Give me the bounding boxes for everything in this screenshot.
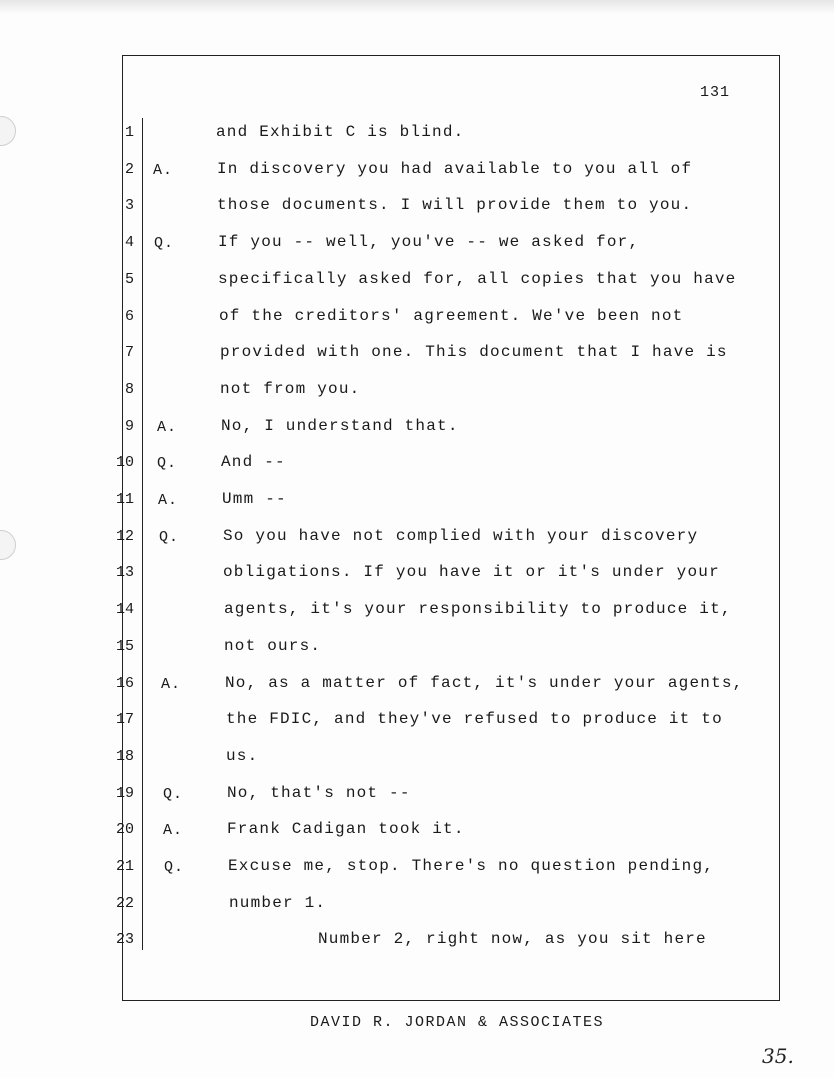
speaker-label: Q. — [159, 528, 180, 546]
line-number: 12 — [115, 527, 134, 545]
transcript-line-text: number 1. — [229, 893, 327, 912]
line-number: 8 — [124, 380, 134, 398]
line-number: 4 — [124, 234, 134, 252]
line-number: 21 — [115, 858, 134, 875]
transcript-line-text: No, as a matter of fact, it's under your agents, — [225, 673, 744, 692]
line-number: 9 — [124, 417, 134, 435]
speaker-label: A. — [161, 675, 182, 693]
transcript-line-text: Excuse me, stop. There's no question pending, — [228, 857, 715, 875]
line-number: 13 — [115, 564, 134, 582]
transcript-line-text: and Exhibit C is blind. — [216, 123, 465, 141]
scan-edge — [0, 0, 834, 14]
transcript-line-text: Umm -- — [222, 490, 287, 508]
transcript-line-text: If you -- well, you've -- we asked for, — [218, 233, 640, 252]
speaker-label: A. — [158, 492, 179, 509]
transcript-line-text: No, that's not -- — [227, 783, 411, 802]
speaker-label: Q. — [164, 859, 185, 876]
transcript-line-text: specifically asked for, all copies that you have — [218, 269, 737, 288]
line-number: 19 — [115, 784, 134, 802]
line-number: 16 — [115, 674, 134, 692]
line-number: 1 — [124, 124, 134, 141]
line-number: 17 — [115, 711, 134, 729]
transcript-line-text: not ours. — [224, 636, 322, 655]
reporter-footer: DAVID R. JORDAN & ASSOCIATES — [310, 1014, 605, 1031]
transcript-line-text: those documents. I will provide them to you. — [217, 196, 693, 215]
line-number: 3 — [124, 197, 134, 215]
line-number: 10 — [115, 454, 134, 472]
transcript-line-text: In discovery you had available to you all of — [217, 159, 693, 178]
line-number: 20 — [115, 821, 134, 839]
transcript-line-text: not from you. — [220, 379, 361, 398]
page-number: 131 — [700, 84, 731, 101]
line-number: 23 — [115, 931, 134, 949]
transcript-line-text: provided with one. This document that I have is — [220, 343, 728, 362]
hole-punch-mark — [0, 116, 16, 146]
speaker-label: Q. — [157, 455, 178, 473]
transcript-line-text: Frank Cadigan took it. — [227, 820, 465, 839]
transcript-line-text: obligations. If you have it or it's under your — [223, 563, 720, 582]
line-number: 18 — [115, 747, 134, 765]
line-number: 7 — [124, 344, 134, 362]
speaker-label: Q. — [163, 785, 184, 803]
speaker-label: A. — [163, 822, 184, 840]
handwritten-page-mark: 35. — [762, 1044, 794, 1068]
line-number-margin-rule — [142, 118, 143, 950]
line-number: 22 — [115, 894, 134, 912]
hole-punch-mark — [0, 530, 16, 560]
line-number: 14 — [115, 601, 134, 619]
line-number: 6 — [124, 307, 134, 325]
line-number: 15 — [115, 637, 134, 655]
transcript-line-text: agents, it's your responsibility to produce it, — [224, 600, 732, 619]
speaker-label: Q. — [154, 235, 175, 253]
transcript-line-text: No, I understand that. — [221, 416, 459, 435]
transcript-line-text: Number 2, right now, as you sit here — [318, 930, 707, 949]
speaker-label: A. — [153, 161, 174, 179]
line-number: 5 — [124, 270, 134, 288]
transcript-line-text: us. — [226, 746, 259, 765]
transcript-line-text: And -- — [221, 453, 286, 472]
transcript-line-text: of the creditors' agreement. We've been not — [219, 306, 684, 325]
transcript-line-text: So you have not complied with your discovery — [223, 526, 699, 545]
speaker-label: A. — [157, 418, 178, 436]
transcript-line-text: the FDIC, and they've refused to produce it to — [226, 710, 723, 729]
line-number: 11 — [115, 491, 134, 508]
line-number: 2 — [124, 160, 134, 178]
